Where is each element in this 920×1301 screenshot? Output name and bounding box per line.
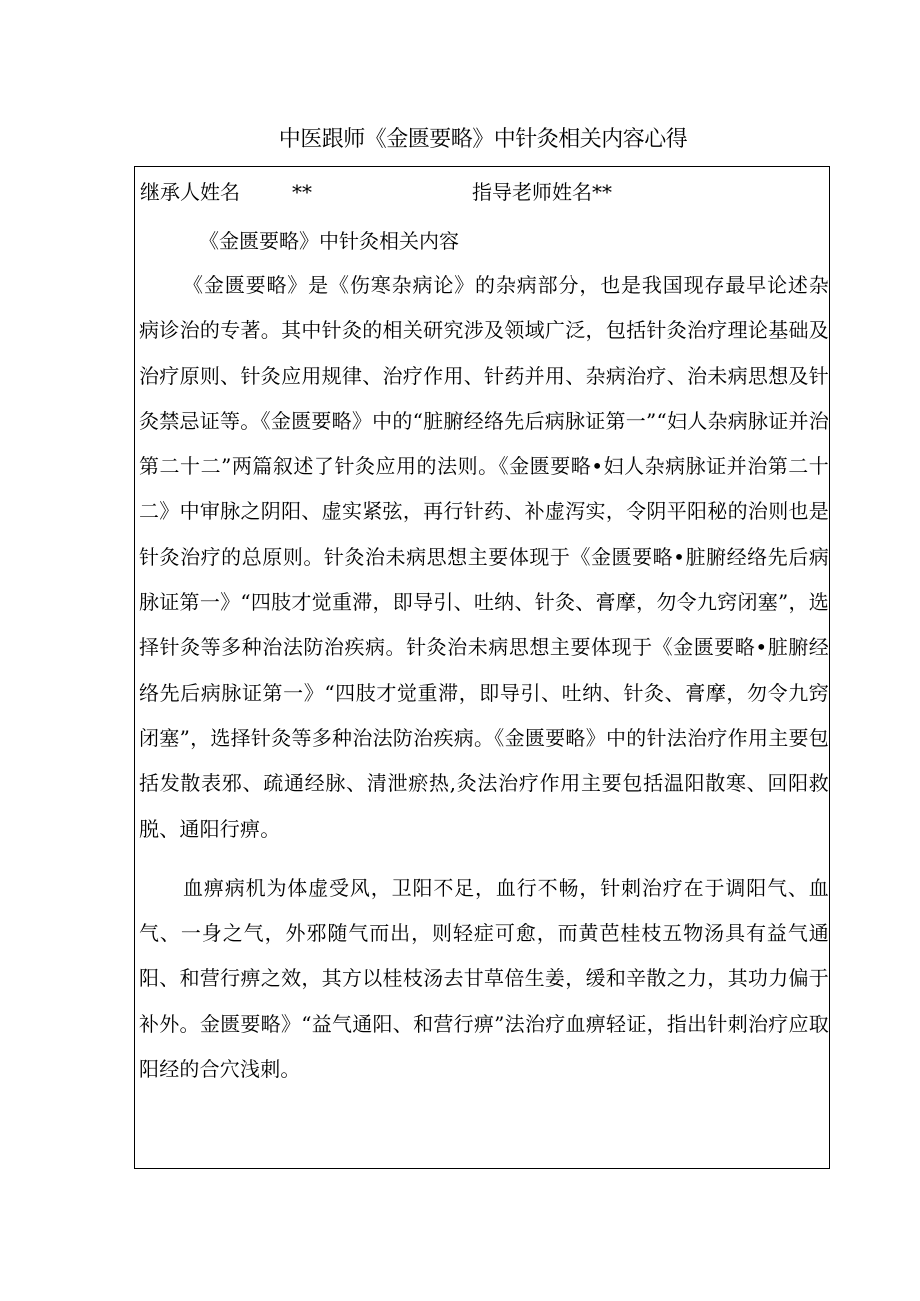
successor-name-value: ** (292, 180, 312, 204)
document-title: 中医跟师《金匮要略》中针灸相关内容心得 (278, 127, 688, 152)
successor-name-label: 继承人姓名 (140, 180, 240, 204)
section-heading: 《金匮要略》中针灸相关内容 (199, 229, 459, 253)
teacher-name-label: 指导老师姓名** (472, 180, 612, 204)
paragraph-2: 血痹病机为体虚受风，卫阳不足，血行不畅，针刺治疗在于调阳气、血气、一身之气，外邪随气而出，则轻症可愈，而黄芭桂枝五物汤具有益气通阳、和营行痹之效，其方以桂枝汤去甘草倍生姜，缓和辛散之力，其功力偏于补外。金匮要略》“益气通阳、和营行痹”法治疗血痹轻证，指出针刺治疗应取阳经的合穴浅刺。 (139, 875, 829, 1082)
paragraph-1: 《金匮要略》是《伤寒杂病论》的杂病部分，也是我国现存最早论述杂病诊治的专著。其中针灸的相关研究涉及领域广泛，包括针灸治疗理论基础及治疗原则、针灸应用规律、治疗作用、针药并用、杂病治疗、治未病思想及针灸禁忌证等。《金匮要略》中的“脏腑经络先后病脉证第一”“妇人杂病脉证并治第二十二”两篇叙述了针灸应用的法则。《金匮要略•妇人杂病脉证并治第二十二》中审脉之阴阳、虚实紧弦，再行针药、补虚泻实，令阴平阳秘的治则也是针灸治疗的总原则。针灸治未病思想主要体现于《金匮要略•脏腑经络先后病脉证第一》“四肢才觉重滞，即导引、吐纳、针灸、膏摩，勿令九窍闭塞”，选择针灸等多种治法防治疾病。针灸治未病思想主要体现于《金匮要略•脏腑经络先后病脉证第一》“四肢才觉重滞，即导引、吐纳、针灸、膏摩，勿令九窍闭塞”，选择针灸等多种治法防治疾病。《金匮要略》中的针法治疗作用主要包括发散表邪、疏通经脉、清泄瘀热,灸法治疗作用主要包括温阳散寒、回阳救脱、通阳行痹。 (139, 273, 829, 841)
content-cell (139, 227, 829, 1092)
form-table (134, 166, 830, 1169)
